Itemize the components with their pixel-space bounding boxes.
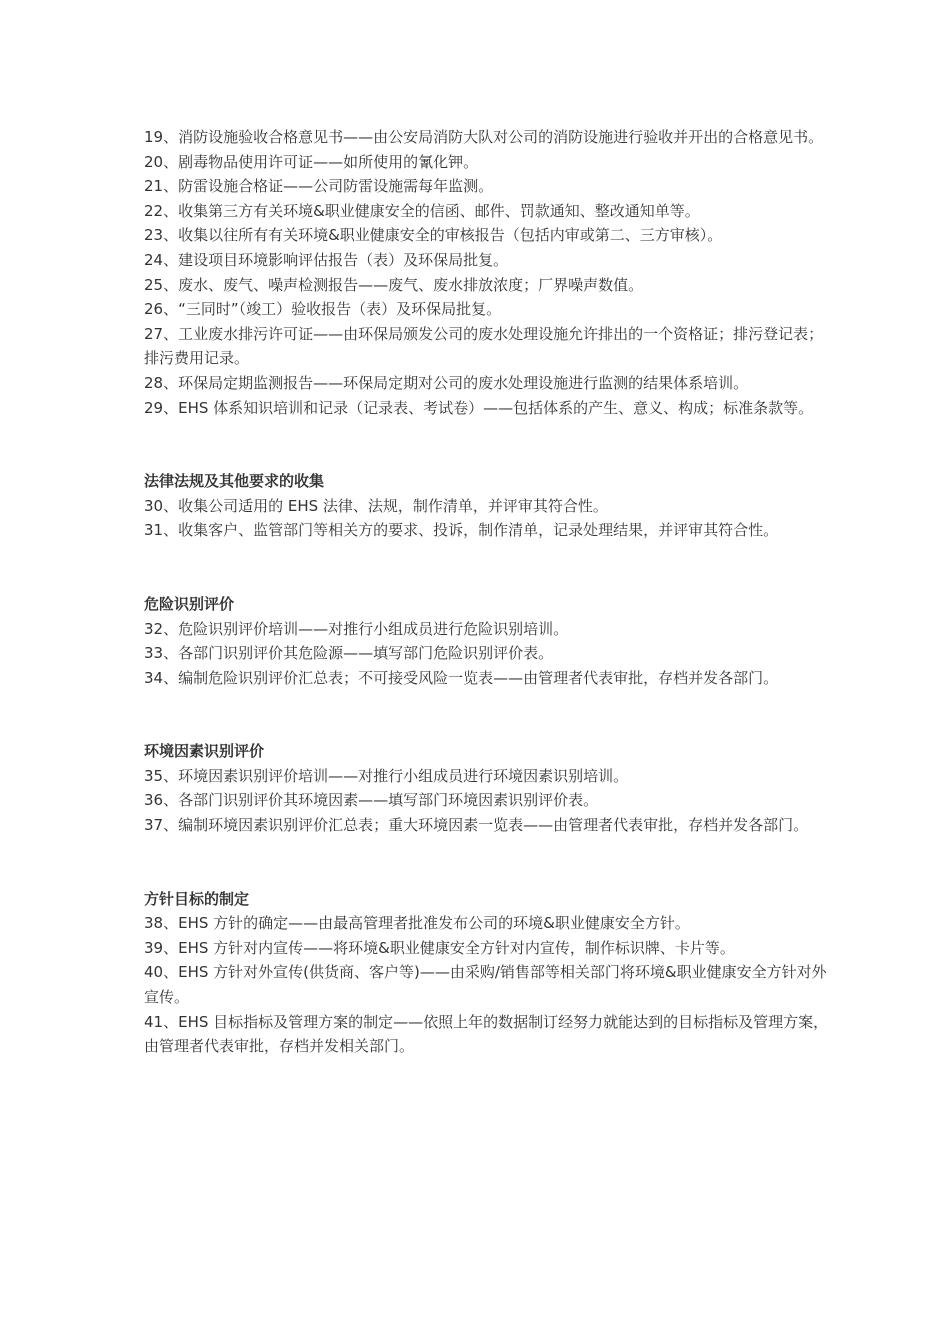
section-heading: 方针目标的制定: [144, 889, 250, 908]
list-item: 23、收集以往所有有关环境&职业健康安全的审核报告（包括内审或第二、三方审核）。: [144, 226, 723, 245]
list-item: 41、EHS 目标指标及管理方案的制定——依照上年的数据制订经努力就能达到的目标指标及管理方案，由管理者代表审批，存档并发相关部门。: [144, 1012, 829, 1056]
list-item: 37、编制环境因素识别评价汇总表；重大环境因素一览表——由管理者代表审批，存档并发各部门。: [144, 816, 809, 835]
list-item: 34、编制危险识别评价汇总表；不可接受风险一览表——由管理者代表审批，存档并发各部门。: [144, 668, 779, 687]
list-item: 38、EHS 方针的确定——由最高管理者批准发布公司的环境&职业健康安全方针。: [144, 914, 690, 933]
section-legal-requirements: [144, 469, 834, 543]
list-item: 19、消防设施验收合格意见书——由公安局消防大队对公司的消防设施进行验收并开出的合格意见书。: [144, 128, 824, 146]
list-item: 27、工业废水排污许可证——由环保局颁发公司的废水处理设施允许排出的一个资格证；排污登记表；排污费用记录。: [144, 324, 824, 368]
section-policy-objectives: [144, 887, 834, 1059]
section-environmental-aspects: [144, 739, 834, 837]
list-item: 30、收集公司适用的 EHS 法律、法规，制作清单，并评审其符合性。: [144, 496, 608, 515]
section-hazard-identification: [144, 592, 834, 690]
list-item: 40、EHS 方针对外宣传(供货商、客户等)——由采购/销售部等相关部门将环境&职业健康安全方针对外宣传。: [144, 963, 827, 1007]
list-item: 32、危险识别评价培训——对推行小组成员进行危险识别培训。: [144, 619, 569, 638]
list-item: 31、收集客户、监管部门等相关方的要求、投诉，制作清单，记录处理结果，并评审其符合性。: [144, 521, 779, 540]
list-item: 29、EHS 体系知识培训和记录（记录表、考试卷）——包括体系的产生、意义、构成；标准条款等。: [144, 398, 814, 417]
intro-list: [144, 125, 834, 420]
section-spacer: [144, 690, 834, 739]
list-item: 25、废水、废气、噪声检测报告——废气、废水排放浓度；厂界噪声数值。: [144, 275, 644, 294]
list-item: 21、防雷设施合格证——公司防雷设施需每年监测。: [144, 177, 494, 196]
list-item: 26、“三同时”（竣工）验收报告（表）及环保局批复。: [144, 300, 502, 319]
section-spacer: [144, 838, 834, 887]
section-spacer: [144, 543, 834, 592]
section-heading: 危险识别评价: [144, 594, 235, 613]
list-item: 36、各部门识别评价其环境因素——填写部门环境因素识别评价表。: [144, 791, 599, 810]
list-item: 33、各部门识别评价其危险源——填写部门危险识别评价表。: [144, 644, 554, 663]
list-item: 28、环保局定期监测报告——环保局定期对公司的废水处理设施进行监测的结果体系培训。: [144, 373, 749, 392]
section-heading: 环境因素识别评价: [144, 742, 265, 761]
list-item: 24、建设项目环境影响评估报告（表）及环保局批复。: [144, 250, 509, 269]
list-item: 20、剧毒物品使用许可证——如所使用的氰化钾。: [144, 152, 479, 171]
document-page: [144, 125, 834, 1059]
list-item: 35、环境因素识别评价培训——对推行小组成员进行环境因素识别培训。: [144, 766, 629, 785]
section-spacer: [144, 420, 834, 469]
list-item: 22、收集第三方有关环境&职业健康安全的信函、邮件、罚款通知、整改通知单等。: [144, 201, 700, 220]
section-heading: 法律法规及其他要求的收集: [144, 472, 325, 491]
list-item: 39、EHS 方针对内宣传——将环境&职业健康安全方针对内宣传，制作标识牌、卡片等。: [144, 938, 735, 957]
